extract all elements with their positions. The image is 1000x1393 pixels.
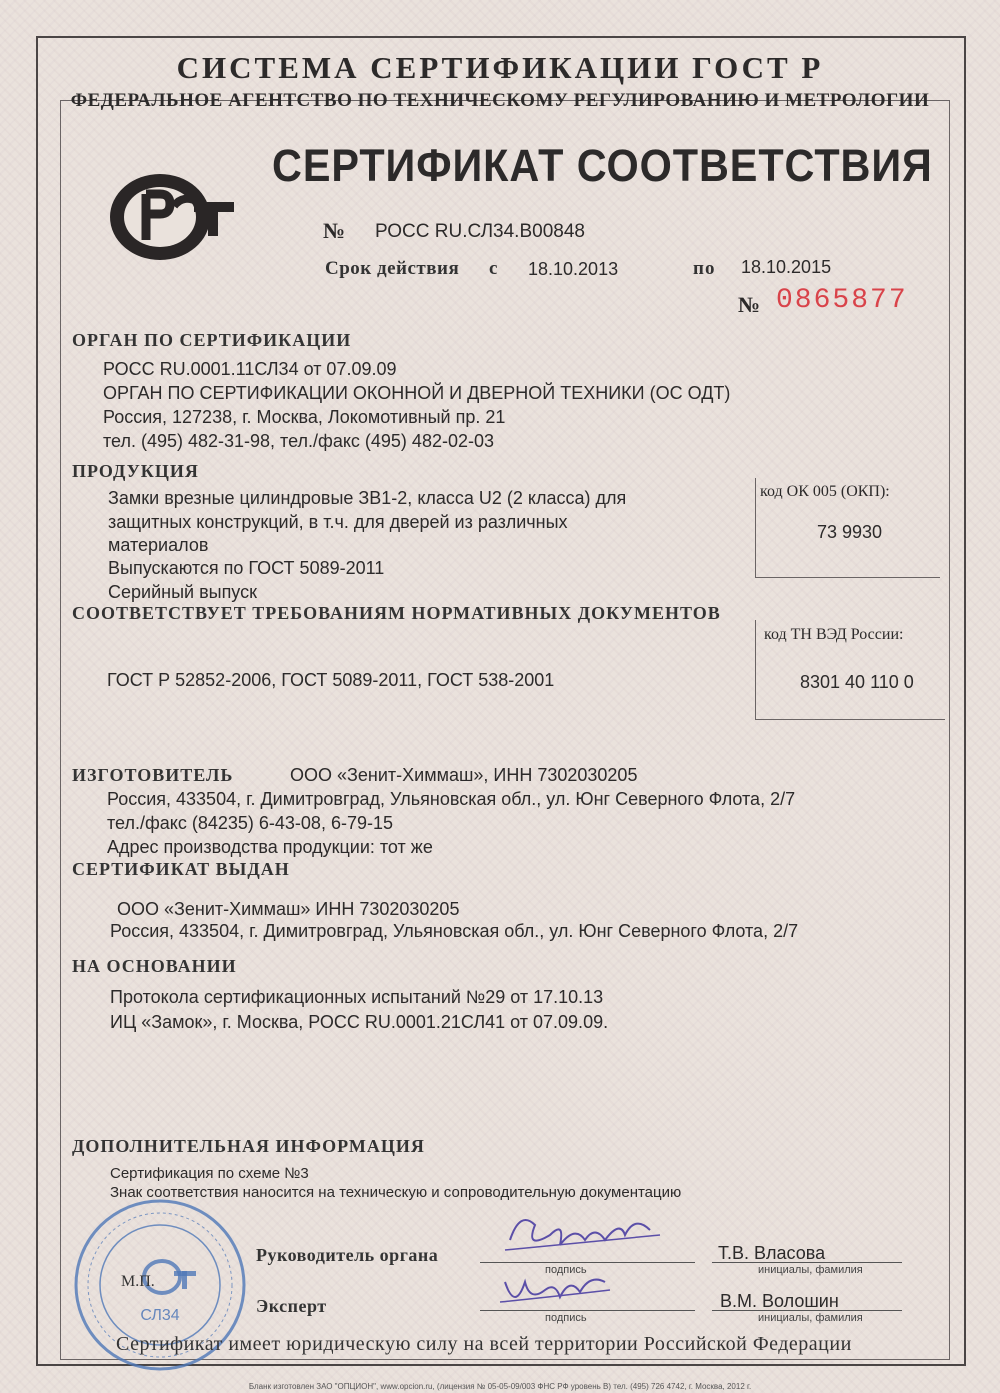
form-number: 0865877 xyxy=(776,285,908,316)
validity-label: Срок действия xyxy=(325,258,460,279)
tnved-label: код ТН ВЭД России: xyxy=(764,626,904,643)
issued-line-2: Россия, 433504, г. Димитровград, Ульяновская обл., ул. Юнг Северного Флота, 2/7 xyxy=(110,921,799,941)
cert-body-line-1: РОСС RU.0001.11СЛ34 от 07.09.09 xyxy=(103,359,397,379)
stamp-place-label: М.П. xyxy=(121,1273,155,1290)
head-name-caption: инициалы, фамилия xyxy=(758,1264,863,1276)
validity-from-label: с xyxy=(489,258,499,279)
issued-line-1: ООО «Зенит-Химмаш» ИНН 7302030205 xyxy=(117,899,460,919)
svg-text:СЛ34: СЛ34 xyxy=(140,1307,180,1324)
additional-line-2: Знак соответствия наносится на техническую и сопроводительную документацию xyxy=(110,1184,682,1201)
head-sign-caption: подпись xyxy=(545,1264,587,1276)
validity-to-label: по xyxy=(693,258,716,279)
cert-body-line-3: Россия, 127238, г. Москва, Локомотивный пр. 21 xyxy=(103,407,506,427)
certificate-number: РОСС RU.СЛ34.В00848 xyxy=(375,221,585,242)
head-signature xyxy=(495,1205,675,1265)
product-heading: ПРОДУКЦИЯ xyxy=(72,461,199,481)
head-label: Руководитель органа xyxy=(256,1245,439,1265)
certificate-title: СЕРТИФИКАТ СООТВЕТСТВИЯ xyxy=(272,140,933,191)
okp-label: код ОК 005 (ОКП): xyxy=(760,483,890,500)
validity-to-date: 18.10.2015 xyxy=(741,257,832,277)
compliance-heading: СООТВЕТСТВУЕТ ТРЕБОВАНИЯМ НОРМАТИВНЫХ ДОКУМЕНТОВ xyxy=(72,603,721,623)
cert-body-line-2: ОРГАН ПО СЕРТИФИКАЦИИ ОКОННОЙ И ДВЕРНОЙ ТЕХНИКИ (ОС ОДТ) xyxy=(103,383,731,403)
expert-name: В.М. Волошин xyxy=(720,1291,839,1311)
manufacturer-heading: ИЗГОТОВИТЕЛЬ xyxy=(72,765,234,785)
basis-line-2: ИЦ «Замок», г. Москва, РОСС RU.0001.21СЛ41 от 07.09.09. xyxy=(110,1012,609,1032)
expert-signature xyxy=(490,1262,620,1317)
expert-sign-caption: подпись xyxy=(545,1312,587,1324)
expert-name-line xyxy=(712,1310,902,1311)
product-line-2: защитных конструкций, в т.ч. для дверей из различных xyxy=(108,512,568,532)
okp-code: 73 9930 xyxy=(817,522,883,542)
head-name-line xyxy=(712,1262,902,1263)
additional-heading: ДОПОЛНИТЕЛЬНАЯ ИНФОРМАЦИЯ xyxy=(72,1136,425,1156)
head-name: Т.В. Власова xyxy=(718,1243,826,1263)
product-line-3: материалов xyxy=(108,535,209,555)
cert-body-heading: ОРГАН ПО СЕРТИФИКАЦИИ xyxy=(72,330,352,350)
product-line-5: Серийный выпуск xyxy=(108,582,257,602)
number-label: № xyxy=(323,218,346,243)
product-line-1: Замки врезные цилиндровые ЗВ1-2, класса U2 (2 класса) для xyxy=(108,488,627,508)
system-heading: СИСТЕМА СЕРТИФИКАЦИИ ГОСТ Р xyxy=(176,50,824,85)
expert-label: Эксперт xyxy=(256,1296,327,1316)
manufacturer-line-1: Россия, 433504, г. Димитровград, Ульяновская обл., ул. Юнг Северного Флота, 2/7 xyxy=(107,789,796,809)
manufacturer-line-2: тел./факс (84235) 6-43-08, 6-79-15 xyxy=(107,813,393,833)
expert-name-caption: инициалы, фамилия xyxy=(758,1312,863,1324)
form-number-label: № xyxy=(738,292,761,317)
compliance-standards: ГОСТ Р 52852-2006, ГОСТ 5089-2011, ГОСТ 538-2001 xyxy=(107,670,555,690)
manufacturer-line-3: Адрес производства продукции: тот же xyxy=(107,837,433,857)
gost-r-logo xyxy=(108,172,238,262)
cert-body-line-4: тел. (495) 482-31-98, тел./факс (495) 482-02-03 xyxy=(103,431,494,451)
basis-heading: НА ОСНОВАНИИ xyxy=(72,956,237,976)
agency-heading: ФЕДЕРАЛЬНОЕ АГЕНТСТВО ПО ТЕХНИЧЕСКОМУ РЕГУЛИРОВАНИЮ И МЕТРОЛОГИИ xyxy=(70,90,930,111)
print-info: Бланк изготовлен ЗАО "ОПЦИОН", www.opcion.ru, (лицензия № 05-05-09/003 ФНС РФ уровень В) тел. (495) 726 4742, г. Москва, 2012 г. xyxy=(248,1382,752,1391)
basis-line-1: Протокола сертификационных испытаний №29 от 17.10.13 xyxy=(110,987,604,1007)
legal-footer: Сертификат имеет юридическую силу на всей территории Российской Федерации xyxy=(116,1333,852,1355)
additional-line-1: Сертификация по схеме №3 xyxy=(110,1165,309,1182)
issued-heading: СЕРТИФИКАТ ВЫДАН xyxy=(72,859,290,879)
tnved-code: 8301 40 110 0 xyxy=(800,672,914,692)
manufacturer-name: ООО «Зенит-Химмаш», ИНН 7302030205 xyxy=(290,765,638,785)
product-line-4: Выпускаются по ГОСТ 5089-2011 xyxy=(108,558,385,578)
validity-from-date: 18.10.2013 xyxy=(528,259,619,279)
